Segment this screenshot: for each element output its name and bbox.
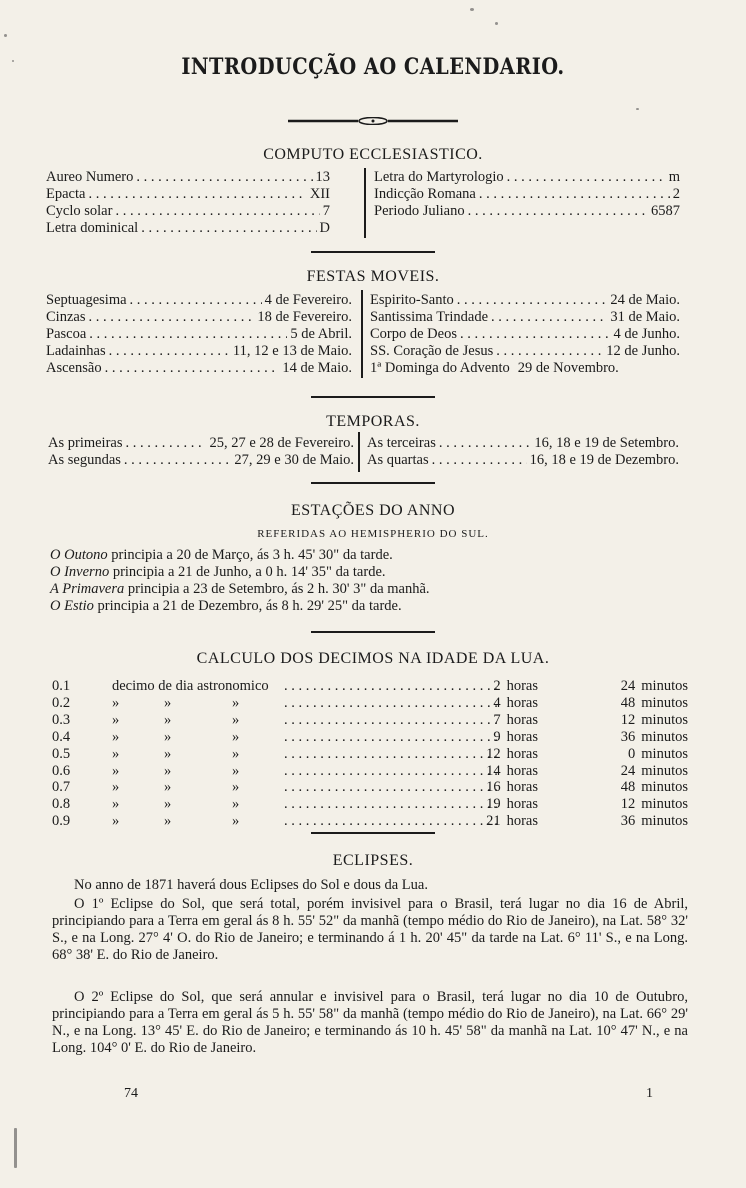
hours-value: 4 — [493, 694, 501, 711]
festa-date: 4 de Fevereiro. — [264, 292, 352, 308]
hours-cell — [486, 746, 538, 763]
calculo-row — [52, 796, 688, 813]
ditto-mark: » — [112, 779, 120, 796]
leader-dots — [284, 763, 500, 780]
leader-dots — [284, 746, 500, 763]
leader-dots — [284, 813, 500, 830]
computo-label: Letra do Martyrologio — [374, 169, 504, 185]
section-rule — [311, 631, 435, 633]
first-row-label: decimo de dia astronomico — [112, 678, 269, 694]
computo-label: Letra dominical — [46, 220, 139, 236]
festa-label: 1ª Dominga do Advento — [370, 360, 510, 376]
minutes-value: 12 — [620, 796, 636, 813]
minutes-word: minutos — [641, 779, 688, 796]
tempora-dates: 25, 27 e 28 de Fevereiro. — [209, 435, 354, 451]
eclipses-heading: ECLIPSES. — [332, 852, 414, 869]
temporas-heading: TEMPORAS. — [326, 413, 420, 430]
festa-date: 31 de Maio. — [610, 309, 680, 325]
decimal-fraction: 0.2 — [52, 694, 71, 711]
calculo-row — [52, 813, 688, 830]
print-speck — [470, 8, 474, 11]
estacoes-subheading: REFERIDAS AO HEMISPHERIO DO SUL. — [257, 528, 489, 540]
minutes-cell — [621, 712, 688, 729]
minutes-value: 48 — [620, 694, 636, 711]
decimal-fraction: 0.1 — [52, 678, 71, 694]
calculo-row — [52, 729, 688, 746]
season-text: principia a 21 de Dezembro, ás 8 h. 29' 25" da tarde. — [97, 598, 402, 614]
season-line — [50, 581, 430, 598]
tempora-dates: 16, 18 e 19 de Dezembro. — [529, 452, 679, 468]
calculo-row — [52, 695, 688, 712]
decimal-fraction: 0.8 — [52, 796, 71, 813]
computo-value: 7 — [322, 203, 330, 219]
festa-label: Santissima Trindade — [370, 309, 489, 325]
minutes-value: 24 — [620, 678, 636, 694]
hours-word: horas — [506, 779, 538, 796]
computo-value: 2 — [672, 186, 680, 202]
ditto-mark: » — [164, 745, 172, 762]
hours-value: 12 — [486, 745, 501, 762]
hours-value: 21 — [486, 813, 501, 830]
minutes-word: minutos — [641, 694, 688, 711]
minutes-value: 24 — [620, 762, 636, 779]
section-rule — [311, 251, 435, 253]
ditto-mark: » — [232, 728, 240, 745]
hours-value: 19 — [486, 796, 501, 813]
minutes-value: 12 — [620, 711, 636, 728]
minutes-word: minutos — [641, 813, 688, 830]
print-speck — [636, 108, 639, 110]
festa-label: Pascoa — [46, 326, 87, 342]
computo-heading: COMPUTO ECCLESIASTICO. — [263, 146, 483, 163]
hours-word: horas — [506, 813, 538, 830]
ditto-mark: » — [164, 779, 172, 796]
hours-cell — [493, 678, 538, 695]
hours-word: horas — [506, 745, 538, 762]
hours-word: horas — [506, 694, 538, 711]
tempora-label: As segundas — [48, 452, 121, 468]
minutes-value: 48 — [620, 779, 636, 796]
ditto-mark: » — [232, 694, 240, 711]
section-rule — [311, 396, 435, 398]
ditto-mark: » — [112, 813, 120, 830]
hours-value: 2 — [493, 678, 501, 694]
decimal-fraction: 0.9 — [52, 813, 71, 830]
decimal-fraction: 0.4 — [52, 728, 71, 745]
tempora-label: As terceiras — [367, 435, 436, 451]
leader-dots — [284, 695, 500, 712]
minutes-value: 36 — [620, 813, 636, 830]
computo-label: Cyclo solar — [46, 203, 113, 219]
season-name: A Primavera — [50, 581, 125, 597]
ditto-mark: » — [164, 813, 172, 830]
season-line — [50, 547, 393, 564]
festa-label: SS. Coração de Jesus — [370, 343, 494, 359]
calculo-heading: CALCULO DOS DECIMOS NA IDADE DA LUA. — [196, 650, 550, 667]
minutes-cell — [621, 763, 688, 780]
hours-word: horas — [506, 728, 538, 745]
ditto-mark: » — [164, 762, 172, 779]
festa-row — [46, 326, 352, 343]
ditto-mark: » — [164, 711, 172, 728]
festas-heading: FESTAS MOVEIS. — [306, 268, 440, 285]
festa-row — [370, 326, 680, 343]
hours-cell — [486, 763, 538, 780]
season-line — [50, 598, 402, 615]
ditto-mark: » — [232, 762, 240, 779]
calculo-row — [52, 779, 688, 796]
festa-date: 12 de Junho. — [606, 343, 680, 359]
hours-cell — [486, 779, 538, 796]
ornament-divider — [288, 117, 458, 125]
computo-value: D — [319, 220, 330, 236]
estacoes-heading: ESTAÇÕES DO ANNO — [290, 502, 456, 519]
ditto-mark: » — [112, 711, 120, 728]
hours-value: 7 — [493, 711, 501, 728]
festa-date: 18 de Fevereiro. — [257, 309, 352, 325]
festa-row — [46, 309, 352, 326]
tempora-label: As quartas — [367, 452, 429, 468]
tempora-dates: 27, 29 e 30 de Maio. — [234, 452, 354, 468]
ditto-mark: » — [164, 728, 172, 745]
page-title: INTRODUCÇÃO AO CALENDARIO. — [181, 54, 565, 80]
minutes-cell — [621, 729, 688, 746]
minutes-cell — [621, 678, 688, 695]
decimal-fraction: 0.3 — [52, 711, 71, 728]
festa-row — [370, 309, 680, 326]
leader-dots — [284, 678, 500, 695]
computo-row — [46, 203, 330, 220]
print-speck — [4, 34, 7, 37]
column-divider — [361, 290, 363, 378]
computo-row — [374, 169, 680, 186]
ditto-mark: » — [112, 745, 120, 762]
festa-date: 24 de Maio. — [610, 292, 680, 308]
decimal-fraction: 0.6 — [52, 762, 71, 779]
season-name: O Outono — [50, 547, 108, 563]
hours-cell — [493, 695, 538, 712]
season-text: principia a 23 de Setembro, ás 2 h. 30' 3" da manhã. — [127, 581, 430, 597]
minutes-cell — [621, 779, 688, 796]
eclipse-paragraph-2: O 2º Eclipse do Sol, que será annular e invisivel para o Brasil, terá lugar no dia 10 de Outubro, principiando para a Terra em geral ás 5 h. 55' 58" da manhã (tempo médio do Rio de Janeiro), na Lat. 66° 29' N., e na Long. 13° 45' E. do Rio de Janeiro; e terminando ás 10 h. 45' 58" da manhã na Lat. 10° 47' N., e na Long. 104° 0' E. do Rio de Janeiro. — [52, 989, 688, 1056]
computo-row — [46, 169, 330, 186]
ditto-mark: » — [232, 779, 240, 796]
festa-label: Ascensão — [46, 360, 102, 376]
computo-label: Epacta — [46, 186, 86, 202]
computo-row — [374, 186, 680, 203]
tempora-dates: 16, 18 e 19 de Setembro. — [534, 435, 679, 451]
minutes-word: minutos — [641, 711, 688, 728]
ditto-mark: » — [232, 711, 240, 728]
festa-date: 29 de Novembro. — [517, 360, 619, 376]
computo-value: m — [668, 169, 680, 185]
season-line — [50, 564, 386, 581]
ditto-mark: » — [164, 694, 172, 711]
column-divider — [364, 168, 366, 238]
print-speck — [12, 60, 14, 62]
season-text: principia a 20 de Março, ás 3 h. 45' 30" da tarde. — [111, 547, 393, 563]
minutes-value: 0 — [628, 745, 636, 762]
signature-mark: 1 — [646, 1086, 653, 1101]
minutes-cell — [621, 796, 688, 813]
hours-word: horas — [506, 796, 538, 813]
computo-row — [46, 186, 330, 203]
minutes-value: 36 — [620, 728, 636, 745]
leader-dots — [284, 712, 500, 729]
season-text: principia a 21 de Junho, a 0 h. 14' 35" da tarde. — [112, 564, 386, 580]
festa-row — [370, 292, 680, 309]
ditto-mark: » — [232, 813, 240, 830]
computo-value: 6587 — [651, 203, 680, 219]
festa-row — [46, 360, 352, 377]
tempora-row — [48, 435, 354, 452]
festa-label: Corpo de Deos — [370, 326, 457, 342]
eclipse-paragraph-1: O 1º Eclipse do Sol, que será total, porém invisivel para o Brasil, terá lugar no dia 16 de Abril, principiando para a Terra em geral ás 8 h. 55' 52" da manhã (tempo médio do Rio de Janeiro), na Lat. 58° 32' S., e na Long. 27° 4' O. do Rio de Janeiro; e terminando á 1 h. 20' 45" da tarde na Lat. 6° 11' S., e na Long. 68° 38' E. do Rio de Janeiro. — [52, 896, 688, 963]
leader-dots — [284, 729, 500, 746]
calculo-row — [52, 712, 688, 729]
hours-word: horas — [506, 762, 538, 779]
minutes-word: minutos — [641, 728, 688, 745]
computo-row — [374, 203, 680, 220]
festa-label: Cinzas — [46, 309, 86, 325]
ditto-mark: » — [232, 796, 240, 813]
hours-word: horas — [506, 711, 538, 728]
computo-label: Periodo Juliano — [374, 203, 465, 219]
season-name: O Inverno — [50, 564, 110, 580]
minutes-cell — [621, 695, 688, 712]
decimal-fraction: 0.5 — [52, 745, 71, 762]
ditto-mark: » — [112, 762, 120, 779]
column-divider — [358, 432, 360, 472]
hours-cell — [493, 712, 538, 729]
print-speck — [495, 22, 498, 25]
calculo-row — [52, 763, 688, 780]
minutes-word: minutos — [641, 762, 688, 779]
hours-value: 14 — [486, 762, 501, 779]
season-name: O Estio — [50, 598, 94, 614]
minutes-cell — [621, 813, 688, 830]
hours-value: 9 — [493, 728, 501, 745]
tempora-row — [367, 452, 679, 469]
festa-label: Septuagesima — [46, 292, 127, 308]
minutes-word: minutos — [641, 796, 688, 813]
festa-date: 11, 12 e 13 de Maio. — [232, 343, 352, 359]
computo-label: Aureo Numero — [46, 169, 134, 185]
hours-cell — [493, 729, 538, 746]
minutes-cell — [628, 746, 688, 763]
leader-dots — [284, 796, 500, 813]
festa-row — [370, 343, 680, 360]
minutes-word: minutos — [641, 678, 688, 694]
festa-date: 4 de Junho. — [613, 326, 680, 342]
calculo-row — [52, 678, 688, 695]
tempora-row — [367, 435, 679, 452]
hours-value: 16 — [486, 779, 501, 796]
ditto-mark: » — [112, 796, 120, 813]
section-rule — [311, 482, 435, 484]
ditto-mark: » — [112, 694, 120, 711]
festa-row — [46, 343, 352, 360]
minutes-word: minutos — [641, 745, 688, 762]
festa-date: 14 de Maio. — [282, 360, 352, 376]
festa-row — [46, 292, 352, 309]
eclipses-intro: No anno de 1871 haverá dous Eclipses do Sol e dous da Lua. — [74, 877, 428, 893]
decimal-fraction: 0.7 — [52, 779, 71, 796]
section-rule — [311, 832, 435, 834]
computo-value: XII — [309, 186, 330, 202]
tempora-label: As primeiras — [48, 435, 123, 451]
festa-label: Espirito-Santo — [370, 292, 454, 308]
print-speck — [14, 1128, 17, 1168]
ditto-mark: » — [112, 728, 120, 745]
festa-row — [370, 360, 680, 377]
hours-cell — [486, 813, 538, 830]
leader-dots — [284, 779, 500, 796]
computo-value: 13 — [315, 169, 330, 185]
ditto-mark: » — [232, 745, 240, 762]
page-number: 74 — [124, 1086, 138, 1101]
tempora-row — [48, 452, 354, 469]
computo-label: Indicção Romana — [374, 186, 476, 202]
computo-row — [46, 220, 330, 237]
festa-label: Ladainhas — [46, 343, 106, 359]
ditto-mark: » — [164, 796, 172, 813]
calculo-row — [52, 746, 688, 763]
festa-date: 5 de Abril. — [290, 326, 352, 342]
hours-cell — [486, 796, 538, 813]
hours-word: horas — [506, 678, 538, 694]
